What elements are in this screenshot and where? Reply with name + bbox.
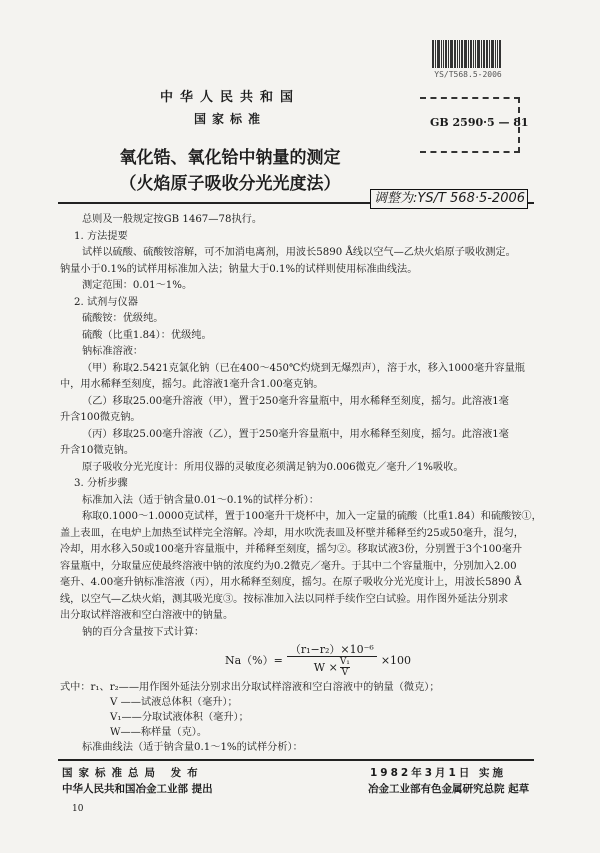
standard-type: 国家标准	[193, 112, 266, 126]
barcode-bar	[435, 40, 436, 68]
text-line: 盖上表皿，在电炉上加热至试样完全溶解。冷却，用水吹洗表皿及杯壁并稀释至约25或50毫升，混匀，	[60, 527, 524, 539]
text-line: 总则及一般规定按GB 1467—78执行。	[82, 214, 263, 225]
proposer: 中华人民共和国冶金工业部 提出	[62, 783, 213, 795]
barcode-bar	[443, 40, 444, 68]
text-line: W——称样量（克）。	[110, 727, 208, 738]
standard-code: GB 2590·5 — 81	[430, 116, 529, 129]
formula-lhs: Na（%）=	[225, 654, 283, 667]
text-line: （乙）移取25.00毫升溶液（甲），置于250毫升容量瓶中，用水稀释至刻度，摇匀。此溶液1毫	[82, 395, 509, 407]
drafter: 冶金工业部有色金属研究总院 起草	[368, 783, 530, 795]
barcode-bar	[495, 40, 496, 68]
v-label: V	[341, 668, 349, 678]
text-line: V₁——分取试液体积（毫升）；	[110, 712, 249, 723]
text-line: 容量瓶中，分取量应使最终溶液中钠的浓度约为0.2微克／毫升。于其中二个容量瓶中，分别加入2.00	[60, 560, 517, 572]
text-line: 中，用水稀释至刻度，摇匀。此溶液1毫升含1.00毫克钠。	[60, 379, 324, 390]
barcode	[432, 40, 502, 68]
text-line: 钠量小于0.1%的试样用标准加入法；钠量大于0.1%的试样则使用标准曲线法。	[60, 263, 418, 275]
text-line: 1. 方法提要	[74, 230, 128, 242]
adjustment-stamp: 调整为:YS/T 568·5-2006	[370, 189, 528, 209]
text-line: 原子吸收分光光度计：所用仪器的灵敏度必须满足钠为0.006微克／毫升／1%吸收。	[82, 461, 464, 473]
barcode-bar	[464, 40, 467, 68]
text-line: 式中：r₁、r₂——用作图外延法分别求出分取试样溶液和空白溶液中的钠量（微克）；	[60, 682, 440, 693]
text-line: 线，以空气—乙炔火焰，测其吸光度③。按标准加入法以同样手续作空白试验。用作图外延法分别求	[60, 593, 509, 605]
text-line: 升含100微克钠。	[60, 412, 141, 423]
text-line: 钠标准溶液：	[82, 346, 144, 357]
barcode-bar	[437, 40, 440, 68]
text-line: （丙）移取25.00毫升溶液（乙），置于250毫升容量瓶中，用水稀释至刻度，摇匀。此溶液1毫	[82, 428, 509, 440]
text-line: 硫酸（比重1.84）：优级纯。	[82, 329, 212, 341]
barcode-bar	[432, 40, 434, 68]
barcode-bar	[457, 40, 458, 68]
barcode-bar	[481, 40, 482, 68]
text-line: （甲）称取2.5421克氯化钠（已在400～450℃灼烧到无爆烈声），溶于水，移入1000毫升容量瓶	[82, 362, 525, 374]
text-line: 2. 试剂与仪器	[74, 296, 138, 308]
text-line: 标准加入法（适于钠含量0.01～0.1%的试样分析）：	[82, 494, 320, 506]
barcode-bar	[468, 40, 469, 68]
text-line: 标准曲线法（适于钠含量0.1～1%的试样分析）：	[82, 742, 303, 753]
barcode-bar	[470, 40, 472, 68]
barcode-bar	[454, 40, 456, 68]
volume-ratio	[340, 657, 350, 678]
barcode-bar	[475, 40, 476, 68]
formula-definitions	[60, 680, 532, 755]
publisher: 国家标准总局 发布	[62, 767, 204, 779]
barcode-bar	[473, 40, 474, 68]
document-title: 氧化锆、氧化铪中钠量的测定	[119, 148, 341, 168]
barcode-bar	[461, 40, 463, 68]
barcode-bar	[448, 40, 449, 68]
v1-label: V₁	[339, 657, 350, 667]
barcode-bar	[477, 40, 480, 68]
text-line: 冷却，用水移入50或100毫升容量瓶中，并稀释至刻度，摇匀②。移取试液3份，分别置于3个100毫升	[60, 544, 523, 555]
formula-numerator: （r₁−r₂）×10⁻⁶	[287, 643, 377, 657]
barcode-bar	[499, 40, 501, 68]
formula	[225, 643, 411, 678]
barcode-bar	[489, 40, 490, 68]
text-line: 升含10微克钠。	[60, 445, 135, 456]
text-line: 硫酸铵：优级纯。	[82, 313, 164, 324]
country-name: 中华人民共和国	[159, 90, 300, 105]
document-subtitle: （火焰原子吸收分光光度法）	[119, 174, 341, 194]
text-line: 称取0.1000～1.0000克试样，置于100毫升干烧杯中，加入一定量的硫酸（比重1.84）和硫酸铵①，	[82, 511, 542, 522]
barcode-bar	[486, 40, 488, 68]
text-line: 毫升、4.00毫升钠标准溶液（丙），用水稀释至刻度，摇匀。在原子吸收分光光度计上，用波长5890 Å	[60, 577, 522, 588]
text-line: V ——试液总体积（毫升）；	[110, 697, 238, 708]
text-line: 测定范围：0.01～1%。	[82, 280, 193, 291]
text-line: 试样以硫酸、硫酸铵溶解，可不加消电离剂，用波长5890 Å线以空气—乙炔火焰原子吸收测定。	[82, 247, 516, 258]
barcode-bar	[491, 40, 494, 68]
barcode-label: YS/T568.5-2006	[434, 70, 502, 79]
formula-suffix: ×100	[380, 654, 412, 667]
text-line: 出分取试样溶液和空白溶液中的钠量。	[60, 610, 234, 621]
page-number: 10	[72, 804, 84, 814]
barcode-bar	[459, 40, 460, 68]
barcode-bar	[450, 40, 453, 68]
denominator-prefix: W ×	[313, 661, 338, 674]
footer-divider	[58, 759, 534, 761]
formula-denominator	[314, 657, 350, 678]
barcode-bar	[445, 40, 447, 68]
barcode-bar	[497, 40, 498, 68]
formula-fraction	[287, 643, 377, 678]
body-text	[60, 212, 542, 641]
effective-date: 1982年3月1日 实施	[370, 767, 506, 779]
barcode-bar	[483, 40, 485, 68]
text-line: 钠的百分含量按下式计算：	[82, 626, 205, 638]
text-line: 3. 分析步骤	[74, 478, 128, 489]
barcode-bar	[441, 40, 442, 68]
